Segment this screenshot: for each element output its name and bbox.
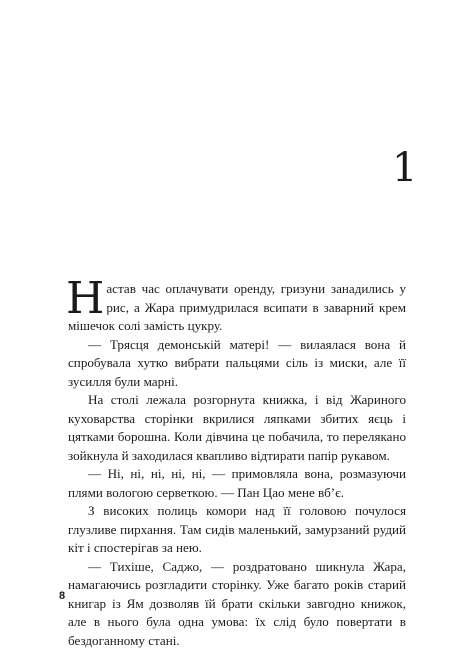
paragraph-2: — Трясця демонській матері! — вилаялася вона й спробувала хутко вибрати пальцями сіль із миски, але її зусилля були марні. [68, 336, 406, 389]
body-text [66, 273, 406, 650]
paragraph-1-text: астав час оплачувати оренду, гризуни занадились у рис, а Жара примудрилася всипати в заварний крем мішечок солі замість цукру. [68, 281, 406, 333]
paragraph-1 [66, 273, 406, 336]
drop-cap: Н [66, 273, 105, 324]
chapter-number: 1 [392, 145, 418, 191]
paragraph-3: На столі лежала розгорнута книжка, і від Жариного куховарства сторінки вкрилися ляпками збитих яєць і цятками борошна. Коли дівчина це побачила, то перелякано зойкнула й заходилася квапливо відтирати папір рукавом. [68, 392, 406, 463]
paragraph-5: З високих полиць комори над її головою почулося глузливе пирхання. Там сидів маленький, замурзаний рудий кіт і спостерігав за нею. [68, 503, 406, 555]
paragraph-6: — Тихіше, Саджо, — роздратовано шикнула Жара, намагаючись розгладити сторінку. Уже багато років старий книгар із Ям дозволяв їй брати скільки завгодно книжок, але в нього була одна умова: їх слід було повертати в бездоганному стані. [68, 558, 406, 648]
page-number: 8 [59, 590, 66, 602]
paragraph-4: — Ні, ні, ні, ні, ні, — примовляла вона, розмазуючи плями вологою серветкою. — Пан Цао мене вб’є. [68, 466, 406, 500]
